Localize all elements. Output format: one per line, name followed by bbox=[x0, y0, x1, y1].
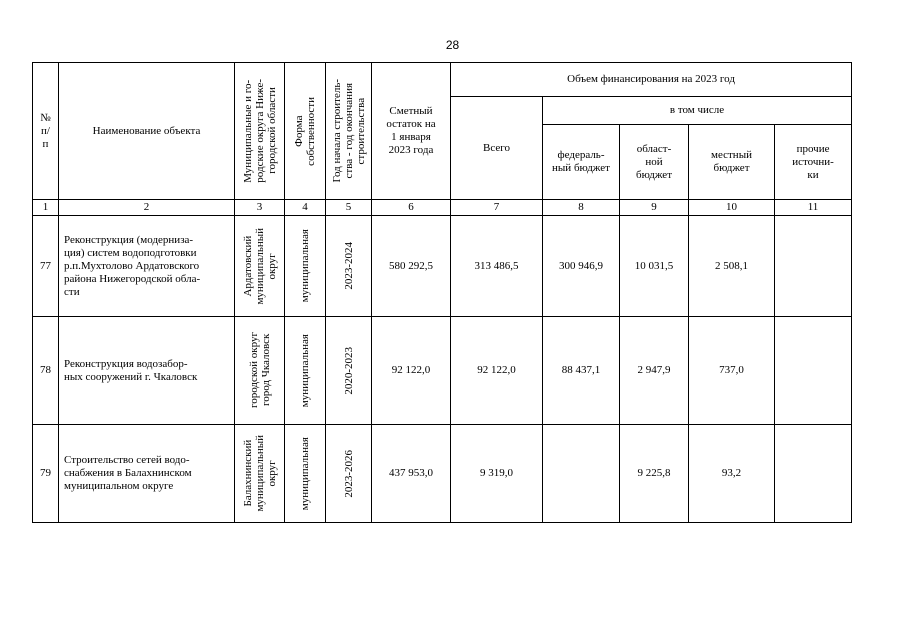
other-sources-cell bbox=[775, 425, 852, 523]
column-number: 8 bbox=[543, 200, 620, 216]
header-federal: федераль- ный бюджет bbox=[543, 125, 620, 200]
federal-budget-cell bbox=[543, 425, 620, 523]
total-cell: 313 486,5 bbox=[451, 216, 543, 317]
row-num-cell: 77 bbox=[33, 216, 59, 317]
header-including: в том числе bbox=[543, 97, 852, 125]
header-municipality: Муниципальные и го- родские округа Ниже- городской области bbox=[235, 63, 285, 200]
years-cell: 2023-2026 bbox=[326, 425, 372, 523]
total-cell: 9 319,0 bbox=[451, 425, 543, 523]
column-number: 9 bbox=[620, 200, 689, 216]
ownership-cell: муниципальная bbox=[285, 425, 326, 523]
row-num-cell: 79 bbox=[33, 425, 59, 523]
financing-table bbox=[32, 62, 852, 523]
ownership-cell: муниципальная bbox=[285, 216, 326, 317]
column-number: 1 bbox=[33, 200, 59, 216]
row-num-cell: 78 bbox=[33, 317, 59, 425]
other-sources-cell bbox=[775, 317, 852, 425]
header-years: Год начала строитель- ства - год окончания строительства bbox=[326, 63, 372, 200]
column-number: 6 bbox=[372, 200, 451, 216]
other-sources-cell bbox=[775, 216, 852, 317]
header-ownership: Форма собственности bbox=[285, 63, 326, 200]
years-cell: 2023-2024 bbox=[326, 216, 372, 317]
object-name-cell: Строительство сетей водо- снабжения в Балахнинском муниципальном округе bbox=[59, 425, 235, 523]
object-name-cell: Реконструкция водозабор- ных сооружений г. Чкаловск bbox=[59, 317, 235, 425]
column-number: 5 bbox=[326, 200, 372, 216]
remaining-cost-cell: 437 953,0 bbox=[372, 425, 451, 523]
local-budget-cell: 93,2 bbox=[689, 425, 775, 523]
federal-budget-cell: 300 946,9 bbox=[543, 216, 620, 317]
municipality-cell: Балахнинский муниципальный округ bbox=[235, 425, 285, 523]
ownership-cell: муниципальная bbox=[285, 317, 326, 425]
table-row bbox=[33, 216, 852, 317]
header-remaining: Сметный остаток на 1 января 2023 года bbox=[372, 63, 451, 200]
column-number: 3 bbox=[235, 200, 285, 216]
regional-budget-cell: 9 225,8 bbox=[620, 425, 689, 523]
regional-budget-cell: 2 947,9 bbox=[620, 317, 689, 425]
header-total: Всего bbox=[451, 97, 543, 200]
header-num: № п/ п bbox=[33, 63, 59, 200]
column-number-row bbox=[33, 200, 852, 216]
remaining-cost-cell: 580 292,5 bbox=[372, 216, 451, 317]
column-number: 4 bbox=[285, 200, 326, 216]
remaining-cost-cell: 92 122,0 bbox=[372, 317, 451, 425]
municipality-cell: Ардатовский муниципальный округ bbox=[235, 216, 285, 317]
page-number: 28 bbox=[445, 38, 460, 52]
header-other: прочие источни- ки bbox=[775, 125, 852, 200]
column-number: 10 bbox=[689, 200, 775, 216]
regional-budget-cell: 10 031,5 bbox=[620, 216, 689, 317]
column-number: 11 bbox=[775, 200, 852, 216]
total-cell: 92 122,0 bbox=[451, 317, 543, 425]
column-number: 2 bbox=[59, 200, 235, 216]
table-row bbox=[33, 317, 852, 425]
municipality-cell: городской округ город Чкаловск bbox=[235, 317, 285, 425]
years-cell: 2020-2023 bbox=[326, 317, 372, 425]
local-budget-cell: 737,0 bbox=[689, 317, 775, 425]
local-budget-cell: 2 508,1 bbox=[689, 216, 775, 317]
table-row bbox=[33, 425, 852, 523]
column-number: 7 bbox=[451, 200, 543, 216]
header-name: Наименование объекта bbox=[59, 63, 235, 200]
header-financing-title: Объем финансирования на 2023 год bbox=[451, 63, 852, 97]
object-name-cell: Реконструкция (модерниза- ция) систем водоподготовки р.п.Мухтолово Ардатовского района Нижегородской обла- сти bbox=[59, 216, 235, 317]
header-regional: област- ной бюджет bbox=[620, 125, 689, 200]
federal-budget-cell: 88 437,1 bbox=[543, 317, 620, 425]
header-local: местный бюджет bbox=[689, 125, 775, 200]
